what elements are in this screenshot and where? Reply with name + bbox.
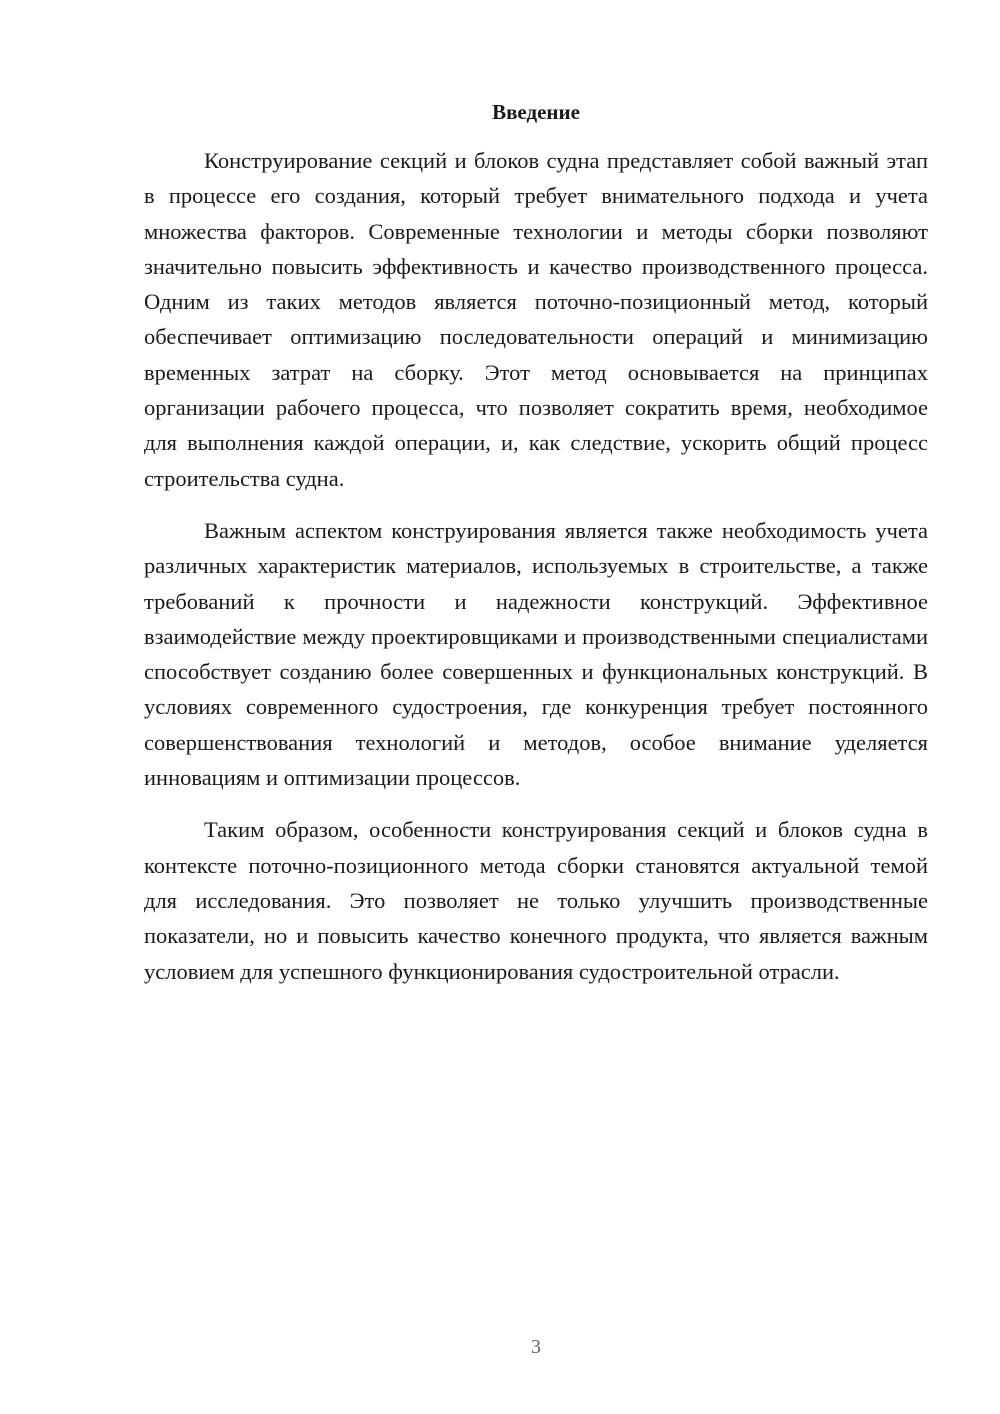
page-number: 3 xyxy=(531,1336,541,1358)
paragraph-3: Таким образом, особенности конструирования секций и блоков судна в контексте поточно-позиционного метода сборки становятся актуальной темой для исследования. Это позволяет не только улучшить производственные показатели, но и повысить качество конечного продукта, что является важным условием для успешного функционирования судостроительной отрасли. xyxy=(144,817,928,984)
page-title: Введение xyxy=(492,100,580,124)
body-text xyxy=(144,143,928,989)
paragraph-2: Важным аспектом конструирования является также необходимость учета различных характеристик материалов, используемых в строительстве, а также требований к прочности и надежности конструкций. Эффективное взаимодействие между проектировщиками и производственными специалистами способствует созданию более совершенных и функциональных конструкций. В условиях современного судостроения, где конкуренция требует постоянного совершенствования технологий и методов, особое внимание уделяется инновациям и оптимизации процессов. xyxy=(144,517,928,791)
paragraph-1: Конструирование секций и блоков судна представляет собой важный этап в процессе его создания, который требует внимательного подхода и учета множества факторов. Современные технологии и методы сборки позволяют значительно повысить эффективность и качество производственного процесса. Одним из таких методов является поточно-позиционный метод, который обеспечивает оптимизацию последовательности операций и минимизацию временных затрат на сборку. Этот метод основывается на принципах организации рабочего процесса, что позволяет сократить время, необходимое для выполнения каждой операции, и, как следствие, ускорить общий процесс строительства судна. xyxy=(144,148,928,491)
